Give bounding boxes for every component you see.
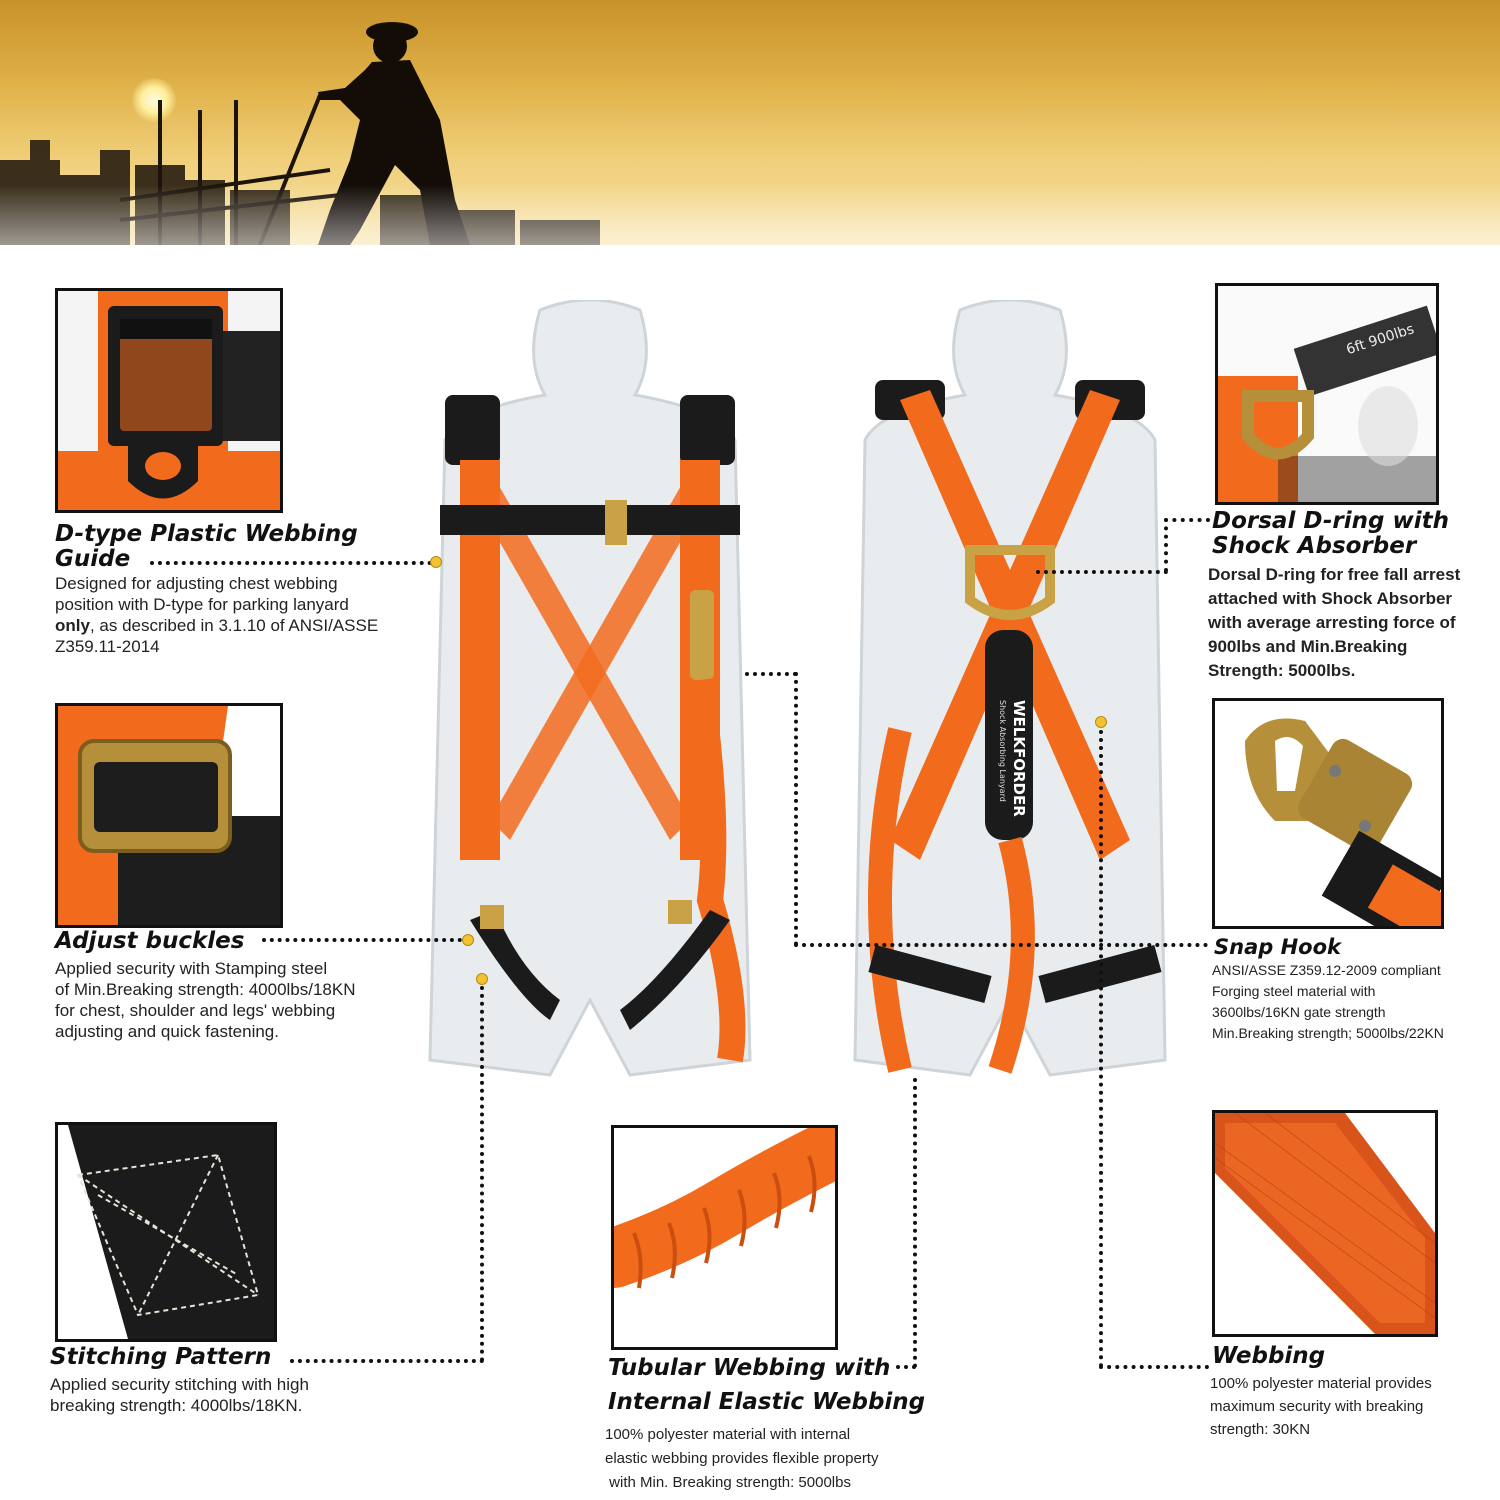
dorsal-connector-h2 bbox=[1036, 570, 1168, 574]
lanyard-tag-text: 6ft 900lbs bbox=[1344, 321, 1417, 359]
snap-connector-h1 bbox=[745, 672, 797, 676]
dorsal-desc bbox=[1208, 563, 1498, 683]
d-guide-title-line1: D-type Plastic Webbing bbox=[55, 521, 358, 547]
webbing-connector-v bbox=[1099, 730, 1103, 1368]
dorsal-title-line2: Shock Absorber bbox=[1212, 533, 1417, 559]
tubular-connector-h bbox=[896, 1365, 916, 1369]
buckles-desc-line1: Applied security with Stamping steel bbox=[55, 959, 328, 978]
tubular-desc-line2: elastic webbing provides flexible property bbox=[605, 1450, 879, 1467]
webbing-desc-line3: strength: 30KN bbox=[1210, 1421, 1311, 1438]
buckle-photo bbox=[55, 703, 283, 928]
dorsal-desc-line4: 900lbs and Min.Breaking bbox=[1208, 637, 1408, 656]
tubular-title-line2: Internal Elastic Webbing bbox=[608, 1389, 926, 1415]
snap-hook-desc-line2: Forging steel material with bbox=[1212, 983, 1376, 999]
stitching-photo bbox=[55, 1122, 277, 1342]
snap-hook-photo bbox=[1212, 698, 1444, 929]
snap-hook-title: Snap Hook bbox=[1214, 935, 1341, 959]
stitching-connector-h bbox=[290, 1359, 484, 1363]
d-guide-desc-line2: position with D-type for parking lanyard bbox=[55, 595, 349, 614]
d-guide-desc-bold: only bbox=[55, 616, 90, 635]
buckles-title: Adjust buckles bbox=[55, 928, 245, 954]
d-guide-pin bbox=[430, 556, 442, 568]
d-guide-connector bbox=[150, 561, 432, 565]
webbing-pin bbox=[1095, 716, 1107, 728]
tubular-desc bbox=[605, 1423, 945, 1495]
banner-fade bbox=[0, 185, 1500, 245]
stitching-desc-line2: breaking strength: 4000lbs/18KN. bbox=[50, 1396, 303, 1415]
d-guide-desc bbox=[55, 573, 425, 657]
snap-connector-h2 bbox=[794, 943, 1208, 947]
dorsal-photo bbox=[1215, 283, 1439, 505]
front-harness-mannequin bbox=[400, 300, 780, 1090]
absorber-sublabel: Shock Absorbing Lanyard bbox=[998, 700, 1007, 802]
buckles-desc bbox=[55, 958, 425, 1042]
stitching-desc-line1: Applied security stitching with high bbox=[50, 1375, 309, 1394]
buckles-pin bbox=[462, 934, 474, 946]
snap-hook-desc-line3: 3600lbs/16KN gate strength bbox=[1212, 1004, 1386, 1020]
back-harness-mannequin bbox=[840, 300, 1180, 1090]
webbing-desc-line2: maximum security with breaking bbox=[1210, 1398, 1424, 1415]
dorsal-connector-h1 bbox=[1164, 518, 1210, 522]
buckles-desc-line2: of Min.Breaking strength: 4000lbs/18KN bbox=[55, 980, 356, 999]
buckles-connector bbox=[262, 938, 462, 942]
dorsal-desc-line3: with average arresting force of bbox=[1208, 613, 1456, 632]
snap-hook-desc bbox=[1212, 960, 1492, 1044]
snap-hook-desc-line1: ANSI/ASSE Z359.12-2009 compliant bbox=[1212, 962, 1441, 978]
tubular-title-line1: Tubular Webbing with bbox=[608, 1355, 891, 1381]
d-guide-desc-line1: Designed for adjusting chest webbing bbox=[55, 574, 338, 593]
dorsal-desc-line2: attached with Shock Absorber bbox=[1208, 589, 1453, 608]
webbing-title: Webbing bbox=[1212, 1343, 1326, 1369]
header-banner bbox=[0, 0, 1500, 245]
tubular-photo bbox=[611, 1125, 838, 1350]
webbing-photo bbox=[1212, 1110, 1438, 1337]
tubular-title bbox=[608, 1356, 925, 1415]
d-guide-title-line2: Guide bbox=[55, 546, 131, 572]
tubular-desc-line3: with Min. Breaking strength: 5000lbs bbox=[605, 1474, 851, 1491]
brand-label: WELKFORDER bbox=[1010, 700, 1028, 817]
buckles-desc-line3: for chest, shoulder and legs' webbing bbox=[55, 1001, 336, 1020]
stitching-title: Stitching Pattern bbox=[50, 1344, 272, 1370]
buckles-desc-line4: adjusting and quick fastening. bbox=[55, 1022, 279, 1041]
dorsal-title-line1: Dorsal D-ring with bbox=[1212, 508, 1449, 534]
tubular-connector-v bbox=[913, 1078, 917, 1368]
stitching-connector-v bbox=[480, 986, 484, 1362]
dorsal-desc-line5: Strength: 5000lbs. bbox=[1208, 661, 1356, 680]
d-guide-desc-line4: Z359.11-2014 bbox=[55, 637, 160, 656]
webbing-desc bbox=[1210, 1372, 1490, 1441]
stitching-pin bbox=[476, 973, 488, 985]
d-guide-desc-line3: , as described in 3.1.10 of ANSI/ASSE bbox=[89, 616, 379, 635]
dorsal-connector-v bbox=[1164, 518, 1168, 572]
webbing-desc-line1: 100% polyester material provides bbox=[1210, 1375, 1432, 1392]
snap-hook-desc-line4: Min.Breaking strength; 5000lbs/22KN bbox=[1212, 1025, 1444, 1041]
d-guide-photo bbox=[55, 288, 283, 513]
stitching-desc bbox=[50, 1374, 390, 1416]
dorsal-desc-line1: Dorsal D-ring for free fall arrest bbox=[1208, 565, 1461, 584]
tubular-desc-line1: 100% polyester material with internal bbox=[605, 1426, 851, 1443]
webbing-connector-h bbox=[1099, 1365, 1209, 1369]
dorsal-title bbox=[1212, 509, 1449, 559]
snap-connector-v bbox=[794, 672, 798, 946]
